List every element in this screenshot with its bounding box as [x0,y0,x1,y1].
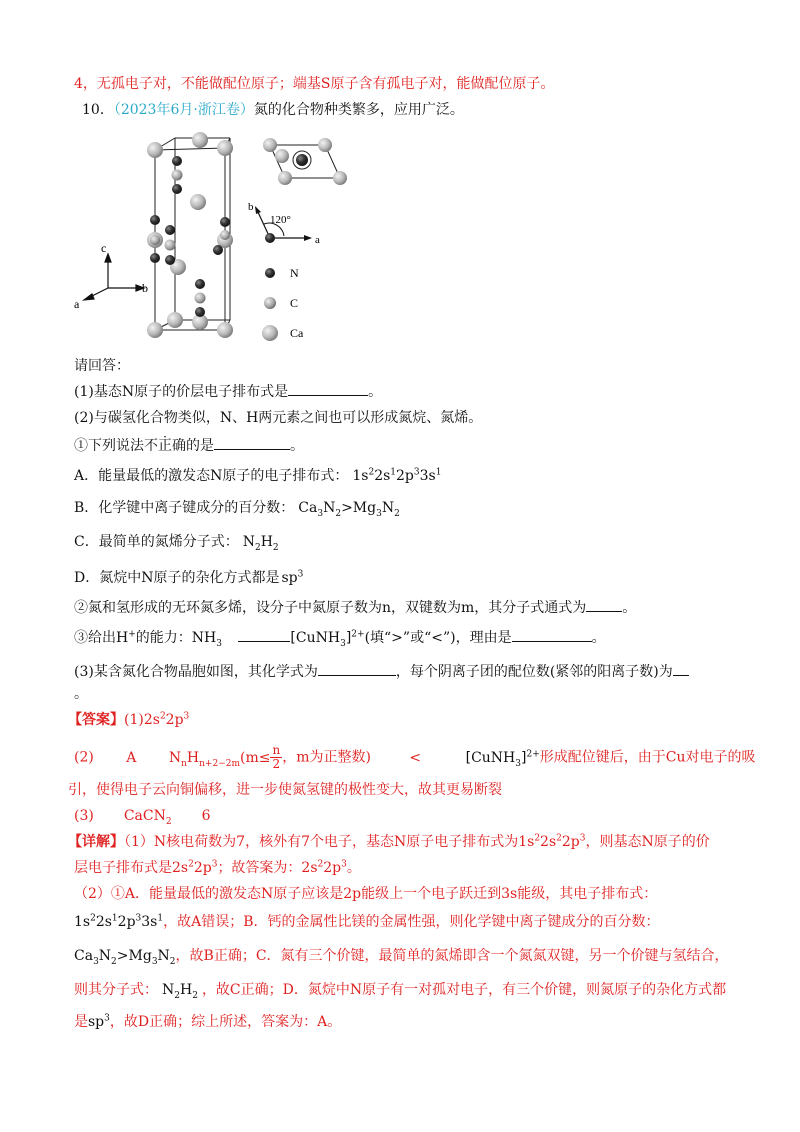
axis-b-label: b [142,281,148,295]
cell-axes [84,254,144,300]
question-2-3: ③给出H+的能力：$NH_3$ [CuNH$_3$]$^{2+}$(填“>”或“<”)，理由是 。 [74,629,606,649]
option-b: B．化学键中离子键成分的百分数： $Ca_3N_2>Mg_3N_2$ [74,500,400,519]
answer-3: (3) CaCN$_2$ 6 [74,808,211,827]
question-source: （2023年6月·浙江卷） [113,102,254,118]
answer-blank-3a[interactable] [318,663,396,676]
question-10-header [82,100,464,120]
question-2-2: ②氮和氢形成的无环氮多烯，设分子中氮原子数为n，双键数为m，其分子式通式为 。 [74,600,637,616]
answer-blank-2-3b[interactable] [512,629,592,642]
detail-line-6: 则其分子式： $N_2H_2$ ，故C正确；D．氮烷中N原子有一对孤对电子，有三个价键，则氮原子的杂化方式都 [74,982,727,1001]
hex-axis-a-label: a [315,234,320,246]
legend-n: N [290,266,299,280]
option-c: C．最简单的氮烯分子式： $N_2H_2$ [74,534,279,553]
crystal-structure-figure [70,130,370,350]
detail-line-2: 层电子排布式是$2s^22p^3$；故答案为：$2s^22p^3$。 [74,859,361,876]
answer-blank-1[interactable] [288,383,368,396]
emphasis-not-correct: 不正确 [144,438,186,454]
question-2: (2)与碳氢化合物类似，N、H两元素之间也可以形成氮烷、氮烯。 [74,410,483,426]
question-stem: 氮的化合物种类繁多，应用广泛。 [253,102,464,118]
answer-note-line: 4，无孤电子对，不能做配位原子；端基S原子含有孤电子对，能做配位原子。 [74,76,555,92]
answer-blank-3b[interactable] [673,663,689,676]
answer-2-reason: 引，使得电子云向铜偏移，进一步使氮氢键的极性变大，故其更易断裂 [68,782,502,798]
legend-c: C [290,296,299,310]
answer-blank-2-1[interactable] [214,437,290,450]
option-a: A．能量最低的激发态N原子的电子排布式： $1s^22s^12p^33s^1$ [74,467,442,484]
question-3-end: 。 [74,686,88,702]
detail-line-4: $1s^22s^12p^33s^1$，故A错误；B．钙的金属性比镁的金属性强，则化学键中离子键成分的百分数： [74,913,660,930]
answer-2: (2) A $N_nH_{n+2-2m}(m\le$ $\frac{n}{2}$ ，m为正整数) < [CuNH$_3$]$^{2+}$形成配位键后，由于Cu对电子的吸 [74,743,756,771]
question-2-1: ①下列说法不正确的是 。 [74,438,304,454]
unit-cell-edges [155,138,230,330]
atom-legend [262,268,278,341]
detail-line-3: （2）①A．能量最低的激发态N原子应该是2p能级上一个电子跃迁到3s能级，其电子排布式： [74,886,658,902]
axis-c-label: c [101,241,107,255]
top-view [263,138,347,185]
legend-ca: Ca [290,326,304,340]
answer-blank-2-2[interactable] [586,599,622,612]
answer-blank-2-3a[interactable] [238,629,290,642]
question-3: (3)某含氮化合物晶胞如图，其化学式为 ，每个阴离子团的配位数(紧邻的阳离子数)为 [74,662,689,682]
detail-line-5: $Ca_3N_2>Mg_3N_2$，故B正确；C．氮有三个价键，最简单的氮烯即含一个氮氮双键，另一个价键与氢结合， [74,948,729,967]
option-d: D．氮烷中N原子的杂化方式都是 $sp^3$ [74,569,304,586]
questions-intro: 请回答： [74,358,130,374]
answer-1: 【答案】$(1)2s^22p^3$ [68,711,190,728]
angle-label: 120° [270,214,291,226]
hex-axis-b-label: b [248,201,254,213]
detail-line-7: 是$sp^3$，故D正确；综上所述，答案为：A。 [74,1013,342,1030]
question-number: 10． [82,102,114,118]
axis-a-label: a [74,297,80,311]
detail-line-1: 【详解】（1）N核电荷数为7，核外有7个电子，基态N原子电子排布式为$1s^22s^22p^3$，则基态N原子的价 [68,833,710,850]
question-1: (1)基态N原子的价层电子排布式是 。 [74,384,383,400]
